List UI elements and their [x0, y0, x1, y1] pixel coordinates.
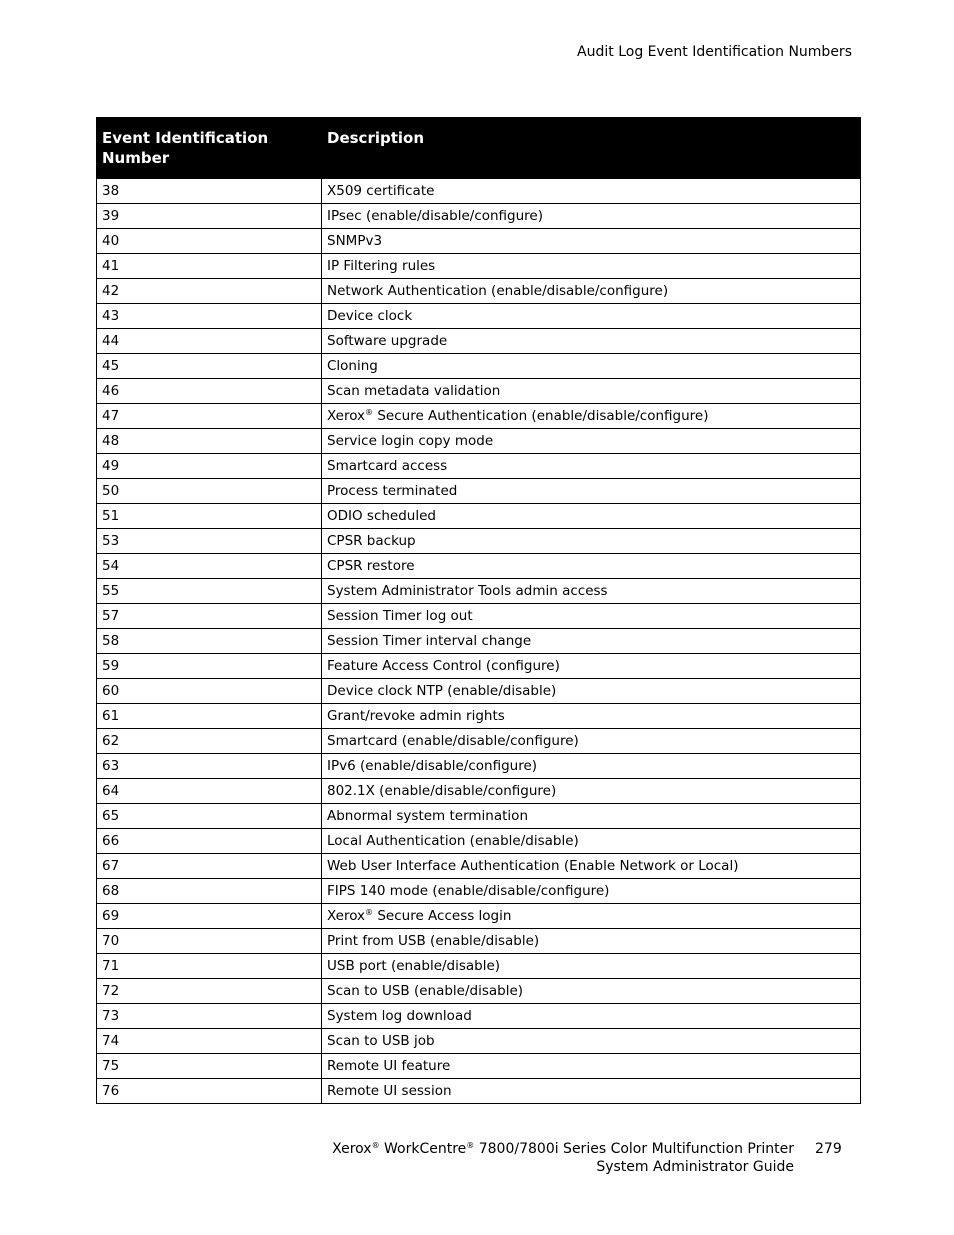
table-row: [97, 529, 861, 554]
event-id-cell: 40: [97, 229, 322, 254]
table-row: [97, 929, 861, 954]
description-cell: Feature Access Control (configure): [322, 654, 861, 679]
event-id-cell: 51: [97, 504, 322, 529]
event-id-cell: 57: [97, 604, 322, 629]
running-header: Audit Log Event Identification Numbers: [577, 44, 852, 60]
description-cell: Smartcard (enable/disable/configure): [322, 729, 861, 754]
description-cell: SNMPv3: [322, 229, 861, 254]
table-row: [97, 579, 861, 604]
table-row: [97, 704, 861, 729]
table-row: [97, 354, 861, 379]
event-id-cell: 54: [97, 554, 322, 579]
header-event-id: Event Identification Number: [97, 118, 322, 179]
description-cell: CPSR backup: [322, 529, 861, 554]
description-cell: Session Timer interval change: [322, 629, 861, 654]
description-cell: Web User Interface Authentication (Enable Network or Local): [322, 854, 861, 879]
table-row: [97, 854, 861, 879]
table-header-row: [97, 118, 861, 179]
event-id-cell: 53: [97, 529, 322, 554]
header-description: Description: [322, 118, 861, 179]
table-row: [97, 879, 861, 904]
table-row: [97, 779, 861, 804]
table-body: [97, 179, 861, 1104]
description-cell: Print from USB (enable/disable): [322, 929, 861, 954]
description-cell: Local Authentication (enable/disable): [322, 829, 861, 854]
event-id-cell: 43: [97, 304, 322, 329]
event-id-cell: 47: [97, 404, 322, 429]
event-id-cell: 65: [97, 804, 322, 829]
description-cell: Scan metadata validation: [322, 379, 861, 404]
table-row: [97, 679, 861, 704]
table-row: [97, 229, 861, 254]
event-id-cell: 48: [97, 429, 322, 454]
description-cell: Network Authentication (enable/disable/configure): [322, 279, 861, 304]
event-id-cell: 50: [97, 479, 322, 504]
table-row: [97, 404, 861, 429]
event-id-cell: 73: [97, 1004, 322, 1029]
event-id-cell: 72: [97, 979, 322, 1004]
footer: [332, 1140, 794, 1176]
event-id-cell: 71: [97, 954, 322, 979]
event-id-cell: 62: [97, 729, 322, 754]
table-row: [97, 604, 861, 629]
description-cell: Cloning: [322, 354, 861, 379]
description-cell: Remote UI feature: [322, 1054, 861, 1079]
event-id-cell: 42: [97, 279, 322, 304]
event-id-cell: 67: [97, 854, 322, 879]
description-cell: Session Timer log out: [322, 604, 861, 629]
table-row: [97, 1029, 861, 1054]
description-cell: X509 certificate: [322, 179, 861, 204]
event-id-cell: 60: [97, 679, 322, 704]
event-id-cell: 63: [97, 754, 322, 779]
event-id-cell: 55: [97, 579, 322, 604]
event-id-cell: 69: [97, 904, 322, 929]
event-id-cell: 75: [97, 1054, 322, 1079]
event-id-cell: 41: [97, 254, 322, 279]
description-cell: Service login copy mode: [322, 429, 861, 454]
table-row: [97, 254, 861, 279]
event-id-cell: 46: [97, 379, 322, 404]
description-cell: ODIO scheduled: [322, 504, 861, 529]
description-cell: CPSR restore: [322, 554, 861, 579]
event-id-cell: 58: [97, 629, 322, 654]
table-row: [97, 1054, 861, 1079]
description-cell: Xerox® Secure Authentication (enable/disable/configure): [322, 404, 861, 429]
event-id-cell: 49: [97, 454, 322, 479]
table-row: [97, 479, 861, 504]
description-cell: System Administrator Tools admin access: [322, 579, 861, 604]
description-cell: Grant/revoke admin rights: [322, 704, 861, 729]
event-id-cell: 61: [97, 704, 322, 729]
description-cell: System log download: [322, 1004, 861, 1029]
description-cell: Smartcard access: [322, 454, 861, 479]
table-row: [97, 429, 861, 454]
event-id-cell: 76: [97, 1079, 322, 1104]
table-row: [97, 804, 861, 829]
description-cell: IPsec (enable/disable/configure): [322, 204, 861, 229]
description-cell: Scan to USB (enable/disable): [322, 979, 861, 1004]
event-id-cell: 74: [97, 1029, 322, 1054]
table-row: [97, 754, 861, 779]
description-cell: Device clock NTP (enable/disable): [322, 679, 861, 704]
table-row: [97, 629, 861, 654]
description-cell: Device clock: [322, 304, 861, 329]
table-row: [97, 454, 861, 479]
footer-guide-title: System Administrator Guide: [596, 1159, 794, 1175]
table-row: [97, 304, 861, 329]
description-cell: IP Filtering rules: [322, 254, 861, 279]
table-row: [97, 654, 861, 679]
event-id-table: [96, 117, 861, 1104]
table-row: [97, 954, 861, 979]
description-cell: FIPS 140 mode (enable/disable/configure): [322, 879, 861, 904]
event-id-cell: 44: [97, 329, 322, 354]
event-id-cell: 39: [97, 204, 322, 229]
description-cell: 802.1X (enable/disable/configure): [322, 779, 861, 804]
page-number: 279: [815, 1141, 842, 1157]
table-row: [97, 554, 861, 579]
table-row: [97, 279, 861, 304]
event-id-cell: 70: [97, 929, 322, 954]
event-id-cell: 59: [97, 654, 322, 679]
table-row: [97, 1004, 861, 1029]
table-row: [97, 504, 861, 529]
event-id-cell: 68: [97, 879, 322, 904]
table-row: [97, 379, 861, 404]
table-row: [97, 329, 861, 354]
table-row: [97, 729, 861, 754]
event-id-cell: 66: [97, 829, 322, 854]
description-cell: Remote UI session: [322, 1079, 861, 1104]
description-cell: Scan to USB job: [322, 1029, 861, 1054]
table-row: [97, 979, 861, 1004]
description-cell: IPv6 (enable/disable/configure): [322, 754, 861, 779]
description-cell: Process terminated: [322, 479, 861, 504]
table-row: [97, 904, 861, 929]
table-row: [97, 829, 861, 854]
footer-product-line: Xerox® WorkCentre® 7800/7800i Series Color Multifunction Printer: [332, 1141, 794, 1157]
table-row: [97, 179, 861, 204]
table-row: [97, 204, 861, 229]
description-cell: Software upgrade: [322, 329, 861, 354]
event-id-cell: 45: [97, 354, 322, 379]
description-cell: USB port (enable/disable): [322, 954, 861, 979]
event-id-cell: 64: [97, 779, 322, 804]
event-id-cell: 38: [97, 179, 322, 204]
description-cell: Abnormal system termination: [322, 804, 861, 829]
description-cell: Xerox® Secure Access login: [322, 904, 861, 929]
table-row: [97, 1079, 861, 1104]
